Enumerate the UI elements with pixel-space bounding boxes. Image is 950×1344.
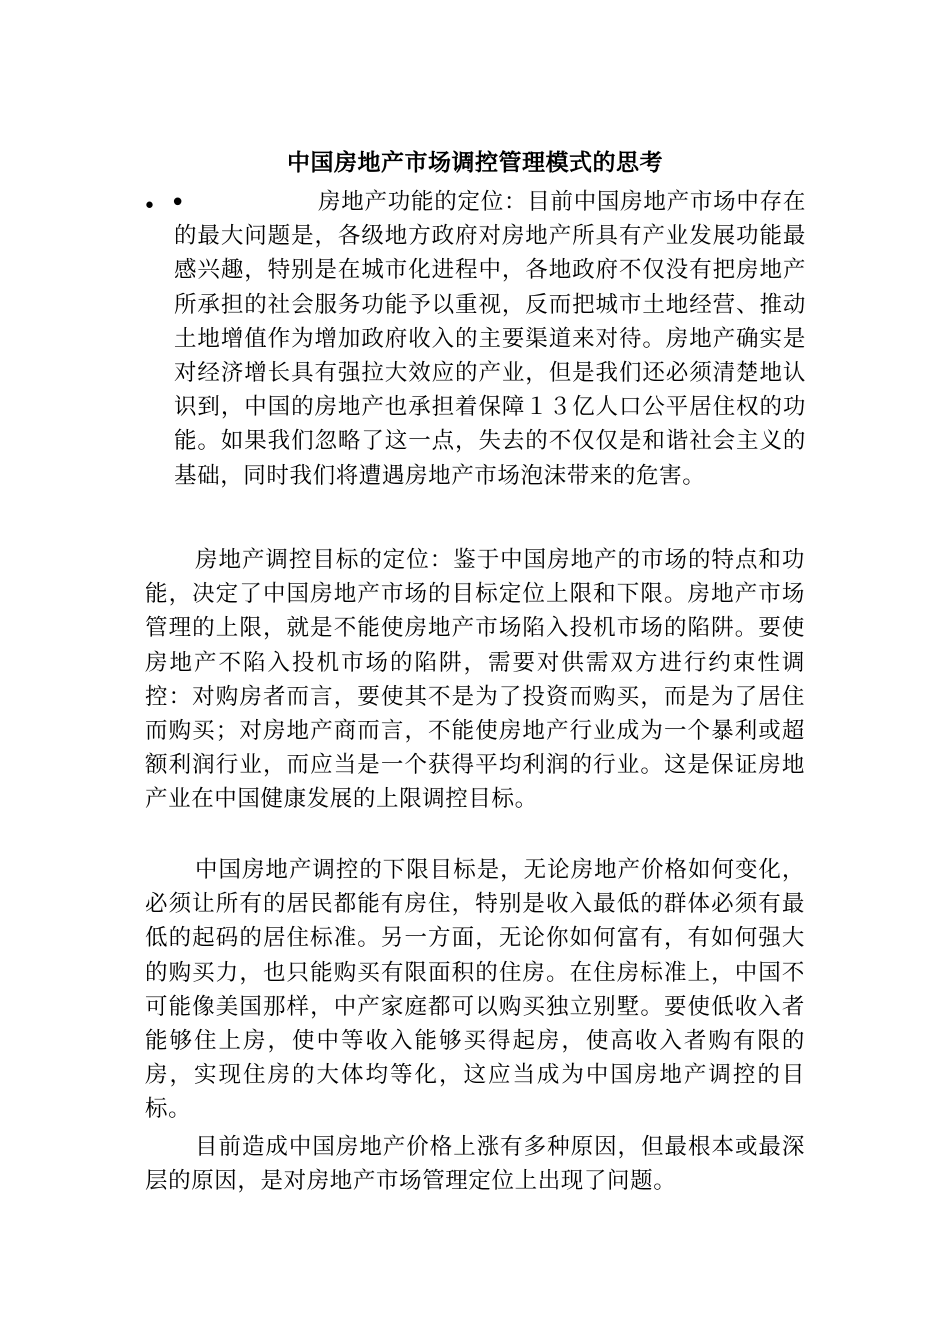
body-paragraph: 房地产调控目标的定位：鉴于中国房地产的市场的特点和功能，决定了中国房地产市场的目标定位上限和下限。房地产市场管理的上限，就是不能使房地产市场陷入投机市场的陷阱。要使房地产不陷入投机市场的陷阱，需要对供需双方进行约束性调控：对购房者而言，要使其不是为了投资而购买，而是为了居住而购买；对房地产商而言，不能使房地产行业成为一个暴利或超额利润行业，而应当是一个获得平均利润的行业。这是保证房地产业在中国健康发展的上限调控目标。: [145, 547, 805, 813]
list-bullet-inner: •: [170, 188, 186, 218]
document-title: 中国房地产市场调控管理模式的思考: [287, 149, 663, 176]
list-bullet-outer: •: [143, 194, 156, 219]
body-paragraph: 中国房地产调控的下限目标是，无论房地产价格如何变化，必须让所有的居民都能有房住，特别是收入最低的群体必须有最低的起码的居住标准。另一方面，无论你如何富有，有如何强大的购买力，也只能购买有限面积的住房。在住房标准上，中国不可能像美国那样，中产家庭都可以购买独立别墅。要使低收入者能够住上房，使中等收入能够买得起房，使高收入者购有限的房，实现住房的大体均等化，这应当成为中国房地产调控的目标。: [145, 857, 805, 1123]
bullet-paragraph: 房地产功能的定位：目前中国房地产市场中存在的最大问题是，各级地方政府对房地产所具有产业发展功能最感兴趣，特别是在城市化进程中，各地政府不仅没有把房地产所承担的社会服务功能予以重视，反而把城市土地经营、推动土地增值作为增加政府收入的主要渠道来对待。房地产确实是对经济增长具有强拉大效应的产业，但是我们还必须清楚地认识到，中国的房地产也承担着保障１３亿人口公平居住权的功能。如果我们忽略了这一点，失去的不仅仅是和谐社会主义的基础，同时我们将遭遇房地产市场泡沫带来的危害。: [174, 189, 806, 489]
body-paragraph: 目前造成中国房地产价格上涨有多种原因，但最根本或最深层的原因，是对房地产市场管理定位上出现了问题。: [145, 1134, 805, 1195]
